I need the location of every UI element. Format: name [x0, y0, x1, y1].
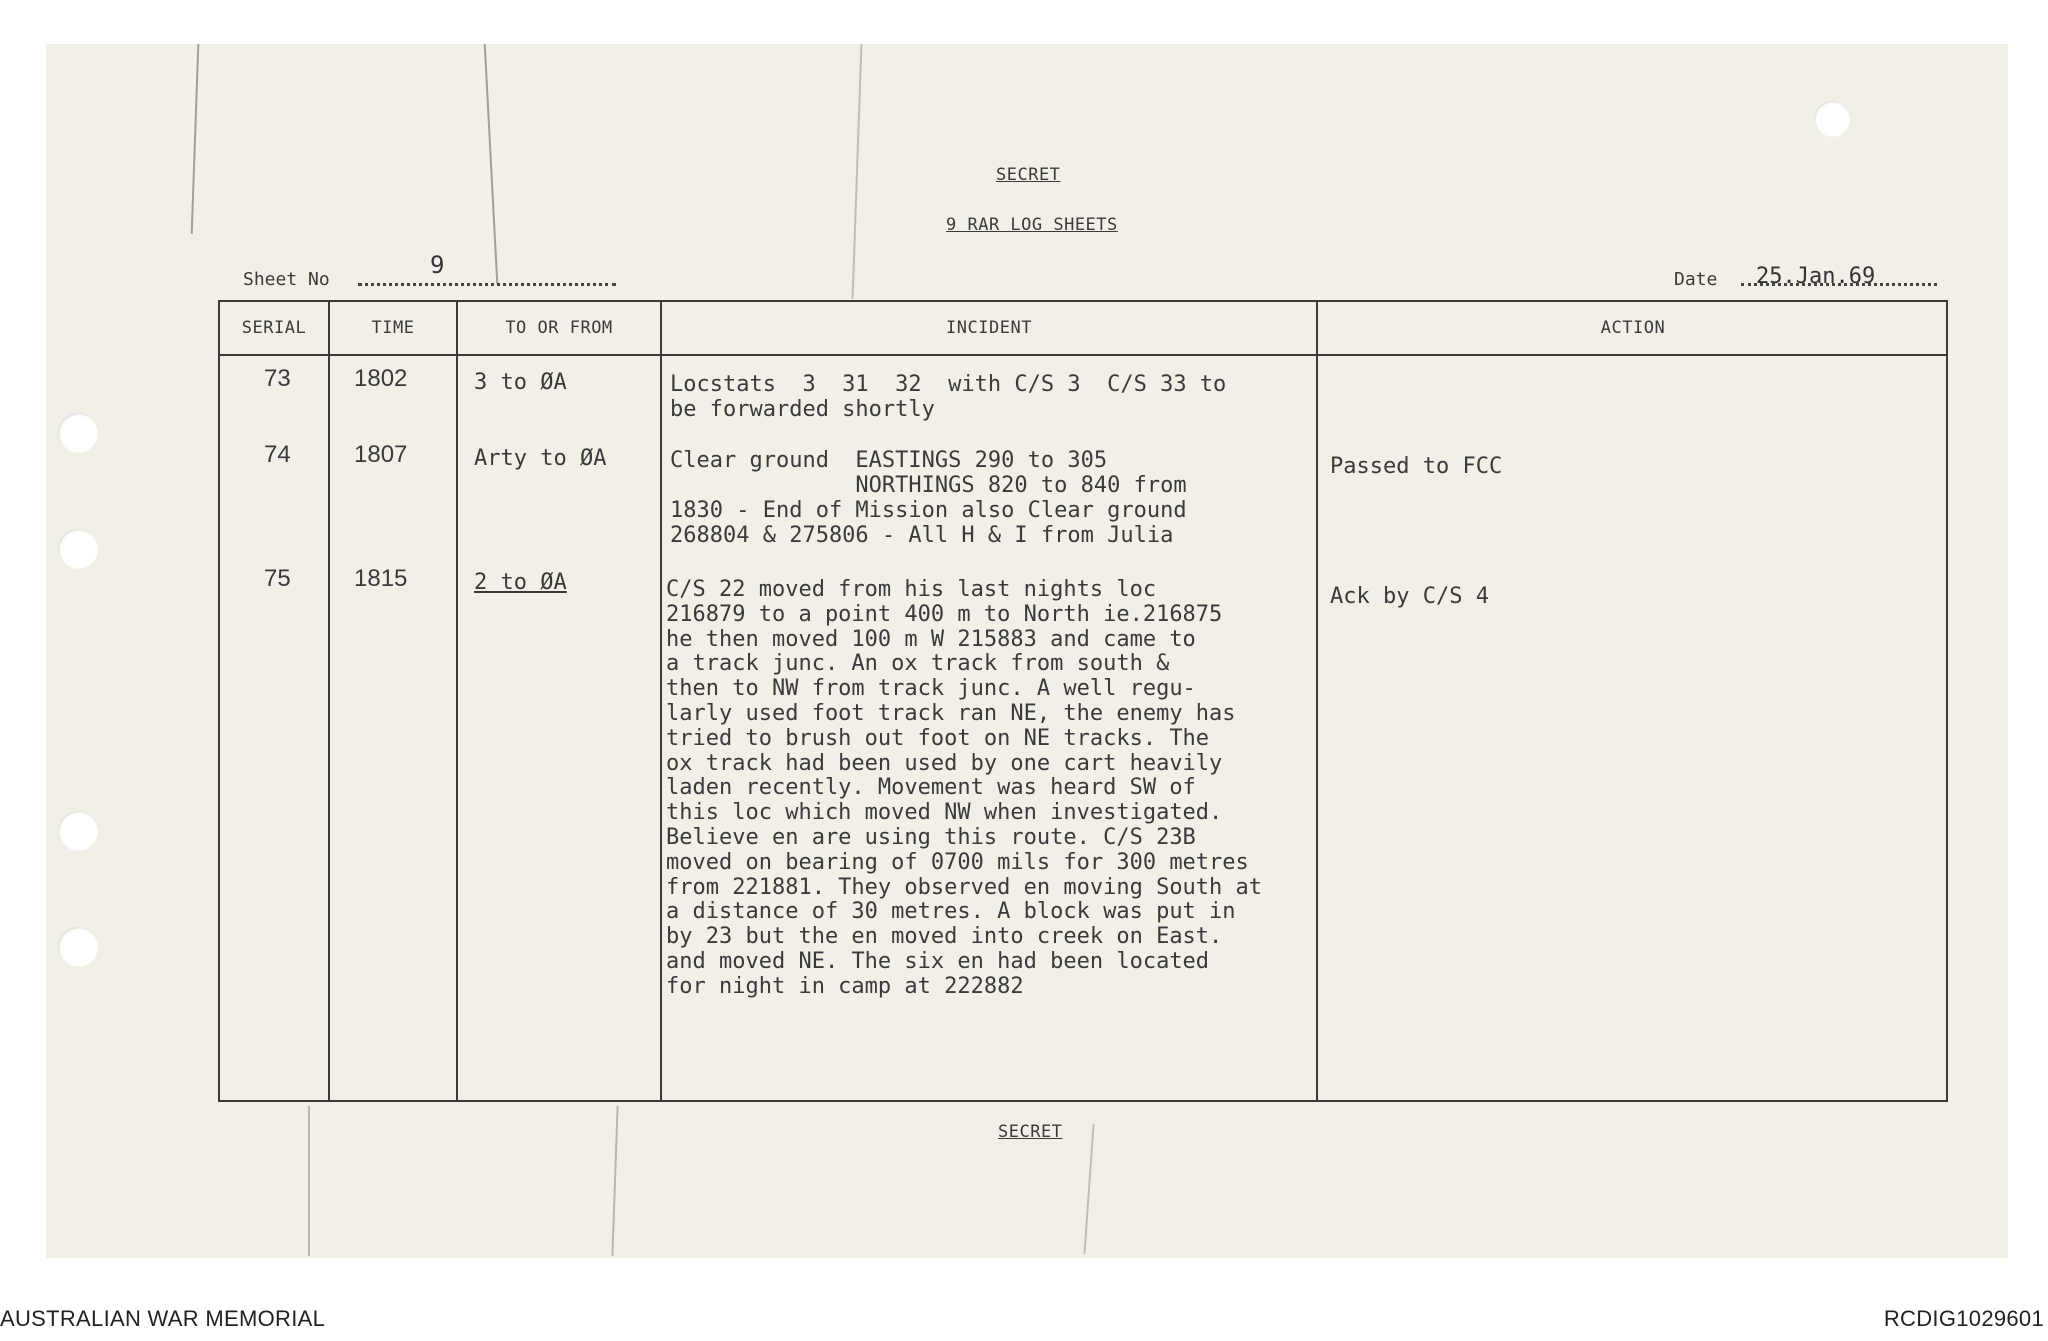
sheet-dotted-line — [358, 283, 616, 286]
time-cell: 1815 — [354, 565, 408, 592]
column-divider — [660, 302, 662, 1100]
column-header-to-or-from: TO OR FROM — [505, 318, 613, 338]
classification-top: SECRET — [996, 165, 1061, 185]
record-id: RCDIG1029601 — [1883, 1306, 2044, 1331]
incident-cell: Clear ground EASTINGS 290 to 305 NORTHINGS 820 to 840 from 1830 - End of Mission also Clear ground 268804 & 275806 - All H & I from Julia — [670, 448, 1187, 548]
log-table — [218, 300, 1948, 1102]
punch-hole — [58, 811, 98, 851]
punch-hole — [1814, 101, 1850, 137]
classification-bottom: SECRET — [998, 1122, 1063, 1142]
serial-cell: 74 — [264, 441, 291, 468]
punch-hole — [58, 927, 98, 967]
incident-cell: Locstats 3 31 32 with C/S 3 C/S 33 to be forwarded shortly — [670, 372, 1227, 422]
paper-crease — [611, 1106, 618, 1256]
serial-cell: 75 — [264, 565, 291, 592]
serial-cell: 73 — [264, 365, 291, 392]
archive-name: AUSTRALIAN WAR MEMORIAL — [0, 1306, 326, 1331]
time-cell: 1807 — [354, 441, 408, 468]
paper-crease — [484, 44, 499, 284]
column-header-serial: SERIAL — [241, 318, 307, 338]
sheet-value: 9 — [430, 251, 445, 279]
paper-crease — [1083, 1124, 1094, 1254]
to-from-cell: 3 to ØA — [474, 370, 567, 395]
paper-crease — [191, 44, 200, 234]
paper-crease — [308, 1106, 310, 1256]
action-cell: Ack by C/S 4 — [1330, 584, 1489, 609]
time-cell: 1802 — [354, 365, 408, 392]
to-from-cell: Arty to ØA — [474, 446, 607, 471]
column-header-incident: INCIDENT — [946, 318, 1032, 338]
action-cell: Passed to FCC — [1330, 454, 1503, 479]
document-title: 9 RAR LOG SHEETS — [946, 215, 1118, 235]
column-header-time: TIME — [371, 318, 415, 338]
date-label: Date — [1674, 269, 1718, 290]
date-value: 25.Jan.69 — [1756, 264, 1876, 289]
header-divider — [220, 354, 1946, 356]
column-header-action: ACTION — [1600, 318, 1666, 338]
sheet-label: Sheet No — [243, 269, 330, 290]
column-divider — [328, 302, 330, 1100]
punch-hole — [58, 413, 98, 453]
to-from-cell: 2 to ØA — [474, 570, 567, 595]
column-divider — [1316, 302, 1318, 1100]
column-divider — [456, 302, 458, 1100]
paper-crease — [852, 44, 863, 299]
incident-cell: C/S 22 moved from his last nights loc 216879 to a point 400 m to North ie.216875 he then moved 100 m W 215883 and came to a track junc. An ox track from south & then to NW from track junc. A well regu- larly used foot track ran NE, the enemy has tried to brush out foot on NE tracks. The ox track had been used by one cart heavily laden recently. Movement was heard SW of this loc which moved NW when investigated. Believe en are using this route. C/S 23B moved on bearing of 0700 mils for 300 metres from 221881. They observed en moving South at a distance of 30 metres. A block was put in by 23 but the en moved into creek on East. and moved NE. The six en had been located for night in camp at 222882 — [666, 577, 1263, 999]
punch-hole — [58, 529, 98, 569]
